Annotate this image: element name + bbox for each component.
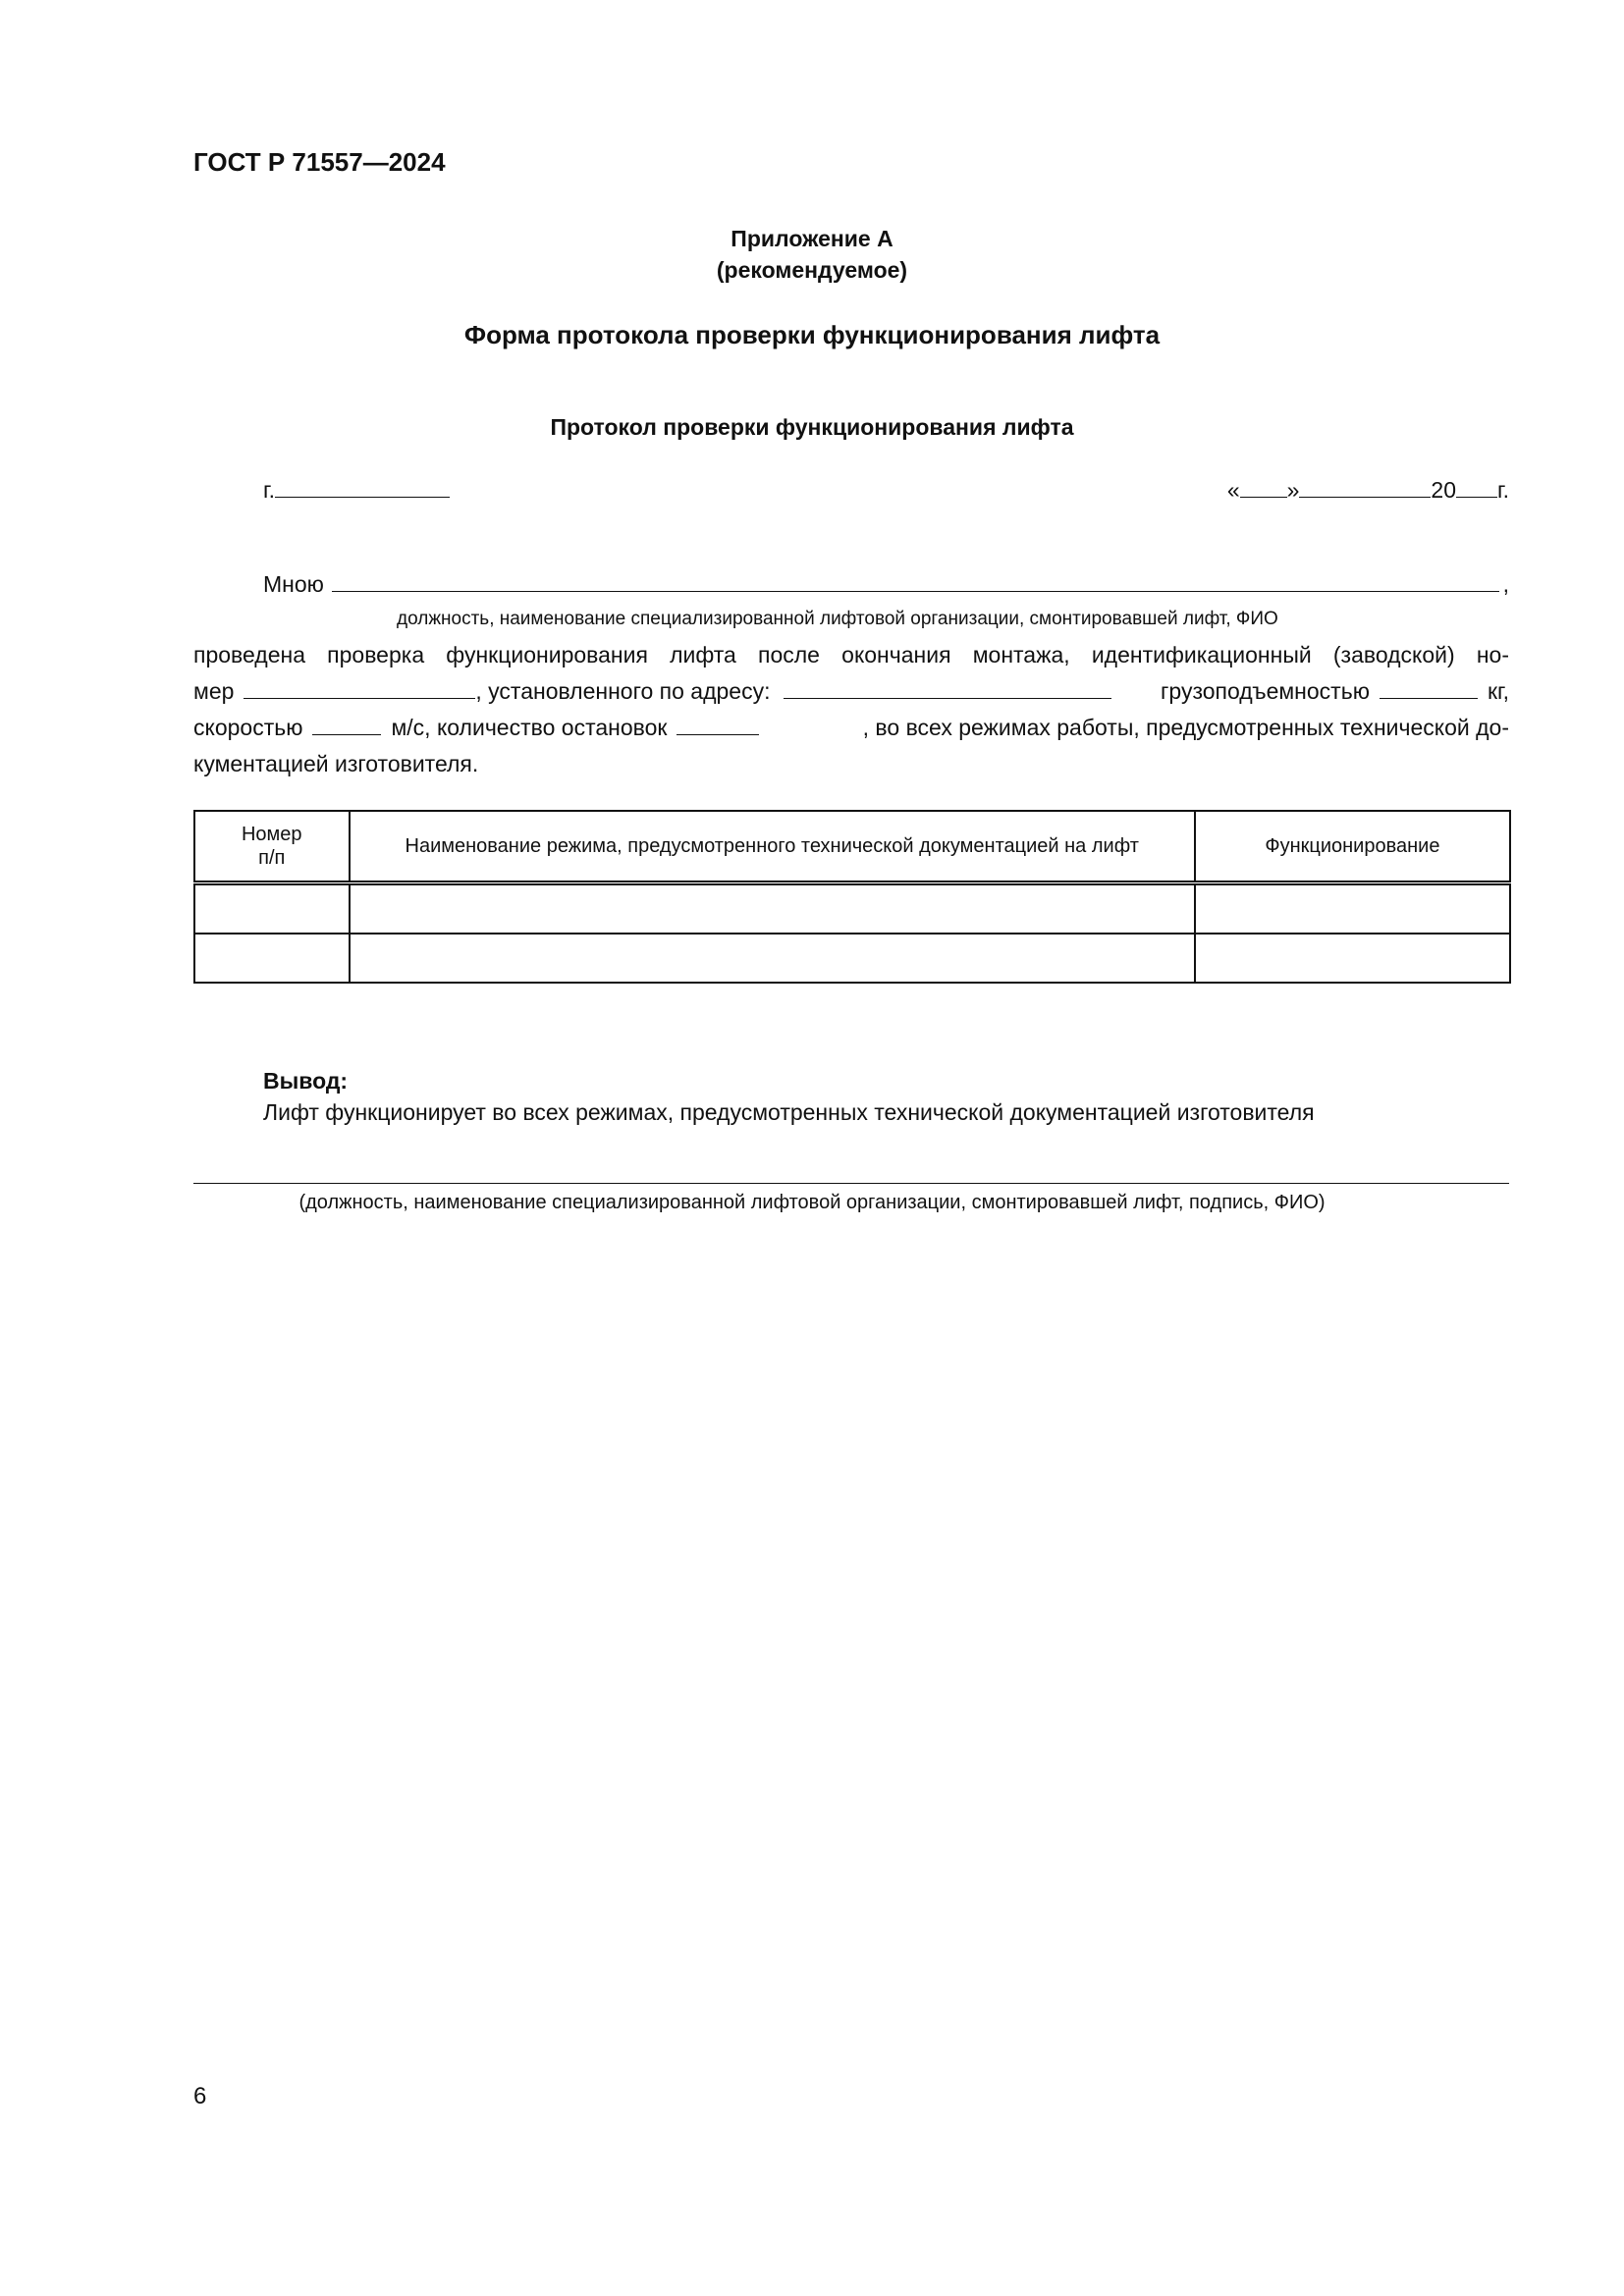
header-functioning: Функционирование: [1195, 811, 1510, 883]
performer-caption: должность, наименование специализированной лифтовой организации, смонтировавшей лифт, ФИО: [397, 609, 1278, 629]
speed-label: скоростью: [193, 715, 303, 740]
capacity-blank[interactable]: [1380, 678, 1478, 699]
address-label: , установленного по адресу:: [475, 678, 771, 704]
modes-text: , во всех режимах работы, предусмотренных технической до-: [862, 715, 1509, 740]
serial-label: мер: [193, 678, 235, 704]
table-row: [194, 883, 1510, 934]
modes-table: [193, 810, 1511, 984]
city-prefix: г.: [263, 477, 275, 503]
city-blank[interactable]: [275, 475, 450, 498]
serial-blank[interactable]: [244, 678, 475, 699]
signature-caption: (должность, наименование специализированной лифтовой организации, смонтировавшей лифт, подпись, ФИО): [298, 1192, 1326, 1213]
year-prefix: 20: [1431, 477, 1457, 503]
month-blank[interactable]: [1299, 475, 1431, 498]
protocol-title: Протокол проверки функционирования лифта: [550, 414, 1074, 440]
stops-blank[interactable]: [677, 715, 759, 735]
year-suffix: г.: [1497, 477, 1509, 503]
table-header-row: [194, 811, 1510, 883]
stops-label: м/с, количество остановок: [391, 715, 668, 740]
body-line-2: [193, 673, 1509, 710]
year-blank[interactable]: [1456, 475, 1497, 498]
page-number: 6: [193, 2083, 207, 2109]
header-mode: Наименование режима, предусмотренного технической документацией на лифт: [350, 811, 1195, 883]
address-blank[interactable]: [784, 678, 1111, 699]
performer-trail: ,: [1502, 571, 1509, 597]
body-line-3: [193, 710, 1509, 746]
appendix-status: (рекомендуемое): [716, 257, 908, 283]
body-line-1: [193, 637, 1509, 673]
date-open-quote: «: [1226, 477, 1240, 503]
table-row: [194, 934, 1510, 983]
protocol-body: [193, 637, 1509, 782]
table-cell[interactable]: [350, 934, 1195, 983]
body-line-4: [193, 746, 1509, 782]
table-cell[interactable]: [350, 883, 1195, 934]
signature-blank[interactable]: [193, 1183, 1509, 1184]
table-cell[interactable]: [194, 883, 350, 934]
performer-line: [263, 569, 1509, 598]
city-field[interactable]: [263, 475, 450, 504]
body-line-4-text: кументацией изготовителя.: [193, 751, 479, 776]
table-cell[interactable]: [1195, 934, 1510, 983]
header-number: Номер п/п: [194, 811, 350, 883]
appendix-title: Приложение А: [731, 226, 893, 251]
document-code: ГОСТ Р 71557—2024: [193, 147, 446, 177]
date-field[interactable]: [1227, 475, 1509, 504]
speed-blank[interactable]: [312, 715, 381, 735]
date-close-quote: »: [1286, 477, 1300, 503]
conclusion-text: Лифт функционирует во всех режимах, предусмотренных технической документацией изготовителя: [263, 1099, 1315, 1125]
table-cell[interactable]: [194, 934, 350, 983]
form-title: Форма протокола проверки функционирования лифта: [463, 320, 1161, 349]
performer-label: Мною: [263, 571, 324, 597]
table-cell[interactable]: [1195, 883, 1510, 934]
body-line-1-text: проведена проверка функционирования лифта после окончания монтажа, идентификационный (заводской) но-: [193, 642, 1509, 667]
day-blank[interactable]: [1240, 475, 1287, 498]
capacity-label: грузоподъемностью: [1161, 678, 1370, 704]
conclusion-heading: Вывод:: [263, 1068, 349, 1094]
capacity-unit: кг,: [1487, 678, 1509, 704]
performer-blank[interactable]: [332, 569, 1499, 592]
